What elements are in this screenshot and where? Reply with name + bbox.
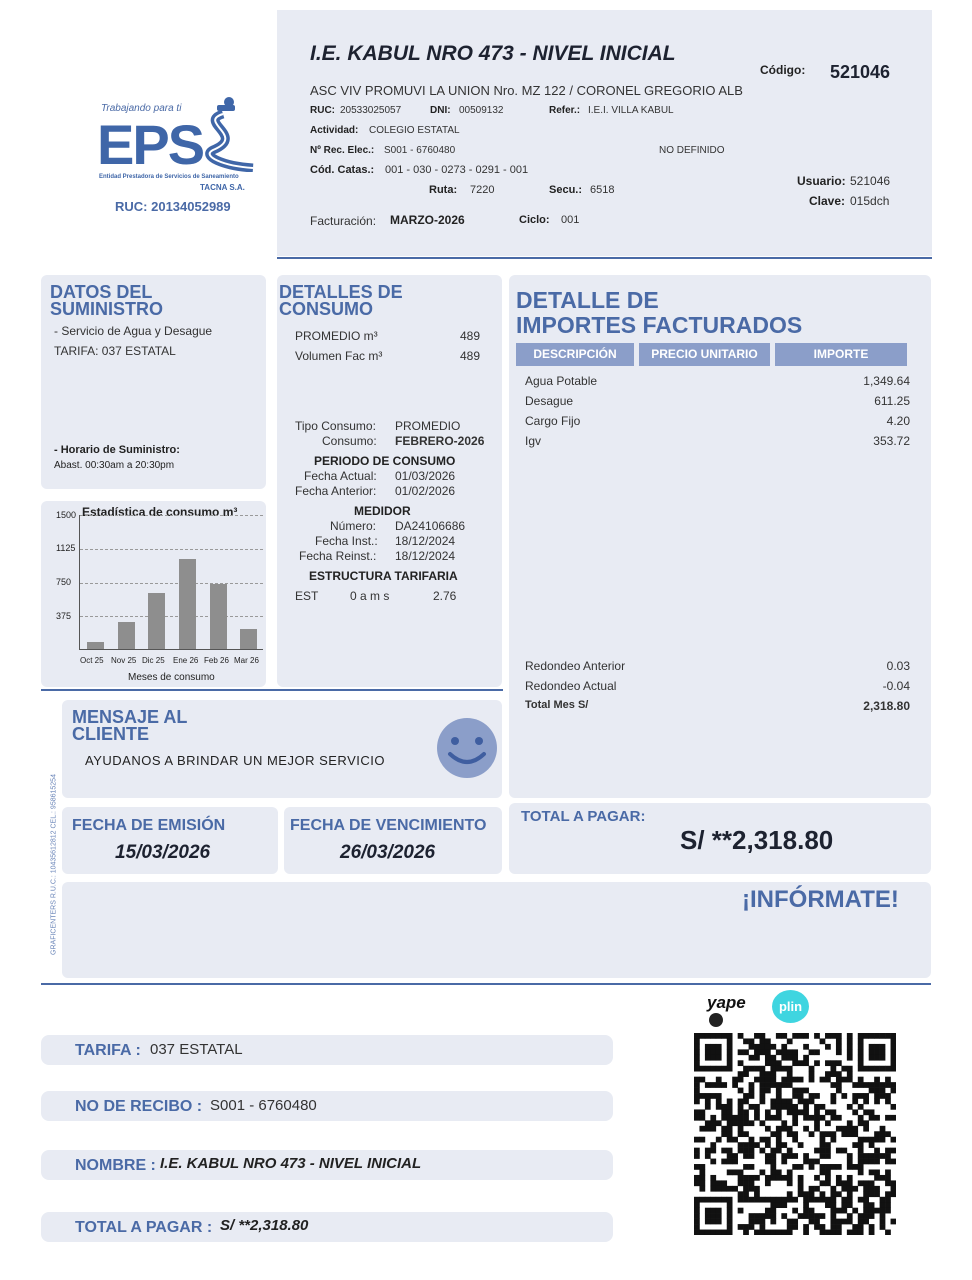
tipo-consumo-label: Tipo Consumo: [295, 419, 376, 433]
plin-text: plin [778, 999, 803, 1014]
header-divider [277, 257, 932, 259]
client-name-title: I.E. KABUL NRO 473 - NIVEL INICIAL [310, 42, 676, 65]
chart-bar [179, 559, 196, 649]
redondeo-anterior-value: 0.03 [886, 659, 910, 673]
x-tick: Dic 25 [142, 656, 165, 665]
footer-recibo-value: S001 - 6760480 [210, 1097, 317, 1114]
total-value: S/ **2,318.80 [680, 825, 834, 855]
clave-value: 015dch [850, 194, 890, 208]
servicio-text: - Servicio de Agua y Desague [54, 324, 213, 338]
dni-label: DNI: [430, 105, 451, 116]
x-tick: Mar 26 [234, 656, 259, 665]
footer-tarifa-label: TARIFA : [75, 1042, 141, 1059]
importes-title-2: IMPORTES FACTURADOS [516, 312, 803, 338]
estructura-title: ESTRUCTURA TARIFARIA [309, 569, 458, 583]
inst-value: 18/12/2024 [395, 534, 456, 548]
usuario-value: 521046 [850, 174, 891, 188]
promedio-label: PROMEDIO m³ [295, 329, 378, 343]
fecha-anterior-label: Fecha Anterior: [295, 484, 377, 498]
footer-recibo-label: NO DE RECIBO : [75, 1098, 203, 1115]
footer-tarifa-value: 037 ESTATAL [150, 1041, 243, 1058]
tipo-consumo-value: PROMEDIO [395, 419, 461, 433]
logo-ruc: RUC: 20134052989 [115, 199, 231, 214]
dni-value: 00509132 [459, 105, 504, 116]
item-desc: Agua Potable [525, 374, 598, 388]
refer-value: I.E.I. VILLA KABUL [588, 105, 674, 116]
horario-value: Abast. 00:30am a 20:30pm [54, 460, 175, 471]
chart-bar [240, 629, 257, 649]
fecha-actual-label: Fecha Actual: [304, 469, 377, 483]
actividad-label: Actividad: [310, 125, 359, 136]
logo-city: TACNA S.A. [200, 183, 245, 192]
consumo-title-2: CONSUMO [279, 299, 373, 319]
smiley-icon [436, 717, 498, 779]
vencimiento-label: FECHA DE VENCIMIENTO [290, 817, 487, 834]
emision-value: 15/03/2026 [115, 842, 211, 863]
total-mes-label: Total Mes S/ [525, 699, 589, 711]
chart-bar [210, 584, 227, 649]
suministro-title-1: DATOS DEL [50, 282, 153, 302]
chart-xlabel: Meses de consumo [128, 672, 215, 683]
plin-logo [772, 990, 809, 1023]
codigo-value: 521046 [830, 62, 891, 82]
logo-entity: Entidad Prestadora de Servicios de Saneamiento [99, 174, 239, 180]
mensaje-title-2: CLIENTE [72, 724, 150, 744]
ruta-label: Ruta: [429, 184, 458, 196]
logo-tagline: Trabajando para ti [101, 103, 182, 114]
total-mes-value: 2,318.80 [863, 699, 910, 713]
printer-side-text: GRAFICENTERS R.U.C.: 10435612812 CEL.: 958615254 [50, 774, 58, 955]
item-importe: 353.72 [873, 434, 910, 448]
col-importe: IMPORTE [775, 343, 907, 366]
chart-gridline [80, 583, 263, 584]
client-address: ASC VIV PROMUVI LA UNION Nro. MZ 122 / CORONEL GREGORIO ALB [310, 83, 743, 98]
clave-label: Clave: [809, 194, 846, 208]
x-tick: Oct 25 [80, 656, 104, 665]
usuario-label: Usuario: [797, 174, 846, 188]
catas-value: 001 - 030 - 0273 - 0291 - 001 [385, 164, 529, 176]
redondeo-anterior-label: Redondeo Anterior [525, 659, 626, 673]
chart-bar [118, 622, 135, 649]
col-precio-unitario: PRECIO UNITARIO [639, 343, 770, 366]
chart-gridline [80, 515, 263, 516]
chart-bar [148, 593, 165, 649]
logo-wave-icon [193, 96, 255, 172]
est-code: EST [295, 589, 319, 603]
facturacion-label: Facturación: [310, 214, 377, 228]
ruc-value: 20533025057 [340, 105, 402, 116]
ciclo-label: Ciclo: [519, 214, 550, 226]
periodo-title: PERIODO DE CONSUMO [314, 454, 456, 468]
y-tick: 1125 [56, 543, 76, 553]
est-value: 2.76 [433, 589, 457, 603]
yape-logo [707, 993, 765, 1017]
informate-title: ¡INFÓRMATE! [742, 886, 899, 913]
suministro-title-2: SUMINISTRO [50, 299, 164, 319]
consumo-title-1: DETALLES DE [279, 282, 403, 302]
numero-label: Número: [330, 519, 377, 533]
item-importe: 1,349.64 [863, 374, 910, 388]
emision-label: FECHA DE EMISIÓN [72, 817, 226, 834]
yape-text: yape [707, 993, 746, 1012]
consumo-mes-value: FEBRERO-2026 [395, 434, 485, 448]
x-tick: Nov 25 [111, 656, 137, 665]
volumen-value: 489 [460, 349, 481, 363]
tarifa-text: TARIFA: 037 ESTATAL [54, 344, 176, 358]
vencimiento-value: 26/03/2026 [340, 842, 436, 863]
ruta-value: 7220 [470, 184, 495, 196]
yape-badge-icon [709, 1013, 723, 1027]
redondeo-actual-value: -0.04 [882, 679, 910, 693]
ruc-label: RUC: [310, 105, 335, 116]
importes-title-1: DETALLE DE [516, 287, 659, 313]
qr-pattern [694, 1033, 896, 1235]
footer-nombre-label: NOMBRE : [75, 1157, 156, 1174]
item-importe: 4.20 [886, 414, 910, 428]
item-desc: Desague [525, 394, 574, 408]
redondeo-actual-label: Redondeo Actual [525, 679, 617, 693]
secu-label: Secu.: [549, 184, 583, 196]
chart-title: Estadística de consumo m³ [82, 505, 238, 519]
eps-logo [95, 96, 265, 216]
chart-gridline [80, 549, 263, 550]
no-definido: NO DEFINIDO [659, 145, 725, 156]
consumo-mes-label: Consumo: [322, 434, 377, 448]
mensaje-text: AYUDANOS A BRINDAR UN MEJOR SERVICIO [85, 753, 385, 768]
refer-label: Refer.: [549, 105, 581, 116]
bottom-divider [41, 983, 931, 985]
reinst-label: Fecha Reinst.: [299, 549, 377, 563]
logo-letters: EPS [97, 113, 204, 176]
ciclo-value: 001 [561, 214, 580, 226]
total-label: TOTAL A PAGAR: [521, 808, 646, 825]
volumen-label: Volumen Fac m³ [295, 349, 383, 363]
facturacion-value: MARZO-2026 [390, 213, 465, 227]
numero-value: DA24106686 [395, 519, 466, 533]
fecha-actual-value: 01/03/2026 [395, 469, 456, 483]
footer-nombre-value: I.E. KABUL NRO 473 - NIVEL INICIAL [160, 1155, 422, 1172]
medidor-title: MEDIDOR [354, 504, 411, 518]
x-tick: Feb 26 [204, 656, 229, 665]
x-tick: Ene 26 [173, 656, 199, 665]
y-tick: 1500 [56, 510, 77, 520]
chart-gridline [80, 616, 263, 617]
item-desc: Igv [525, 434, 542, 448]
nrec-label: Nº Rec. Elec.: [310, 145, 375, 156]
inst-label: Fecha Inst.: [315, 534, 378, 548]
mid-divider [41, 689, 503, 691]
fecha-anterior-value: 01/02/2026 [395, 484, 456, 498]
y-tick: 750 [56, 577, 72, 587]
chart-bar [87, 642, 104, 649]
item-importe: 611.25 [874, 394, 910, 408]
catas-label: Cód. Catas.: [310, 164, 375, 176]
reinst-value: 18/12/2024 [395, 549, 456, 563]
col-descripcion: DESCRIPCIÓN [516, 343, 634, 366]
item-desc: Cargo Fijo [525, 414, 581, 428]
horario-label: - Horario de Suministro: [54, 444, 180, 456]
y-tick: 375 [56, 611, 72, 621]
actividad-value: COLEGIO ESTATAL [369, 125, 460, 136]
nrec-value: S001 - 6760480 [384, 145, 456, 156]
codigo-label: Código: [760, 63, 806, 77]
footer-total-label: TOTAL A PAGAR : [75, 1219, 213, 1236]
mensaje-title-1: MENSAJE AL [72, 707, 188, 727]
chart-area [79, 515, 263, 650]
qr-code [694, 1033, 896, 1235]
secu-value: 6518 [590, 184, 615, 196]
footer-total-value: S/ **2,318.80 [220, 1217, 309, 1234]
est-desc: 0 a m s [350, 589, 390, 603]
promedio-value: 489 [460, 329, 481, 343]
